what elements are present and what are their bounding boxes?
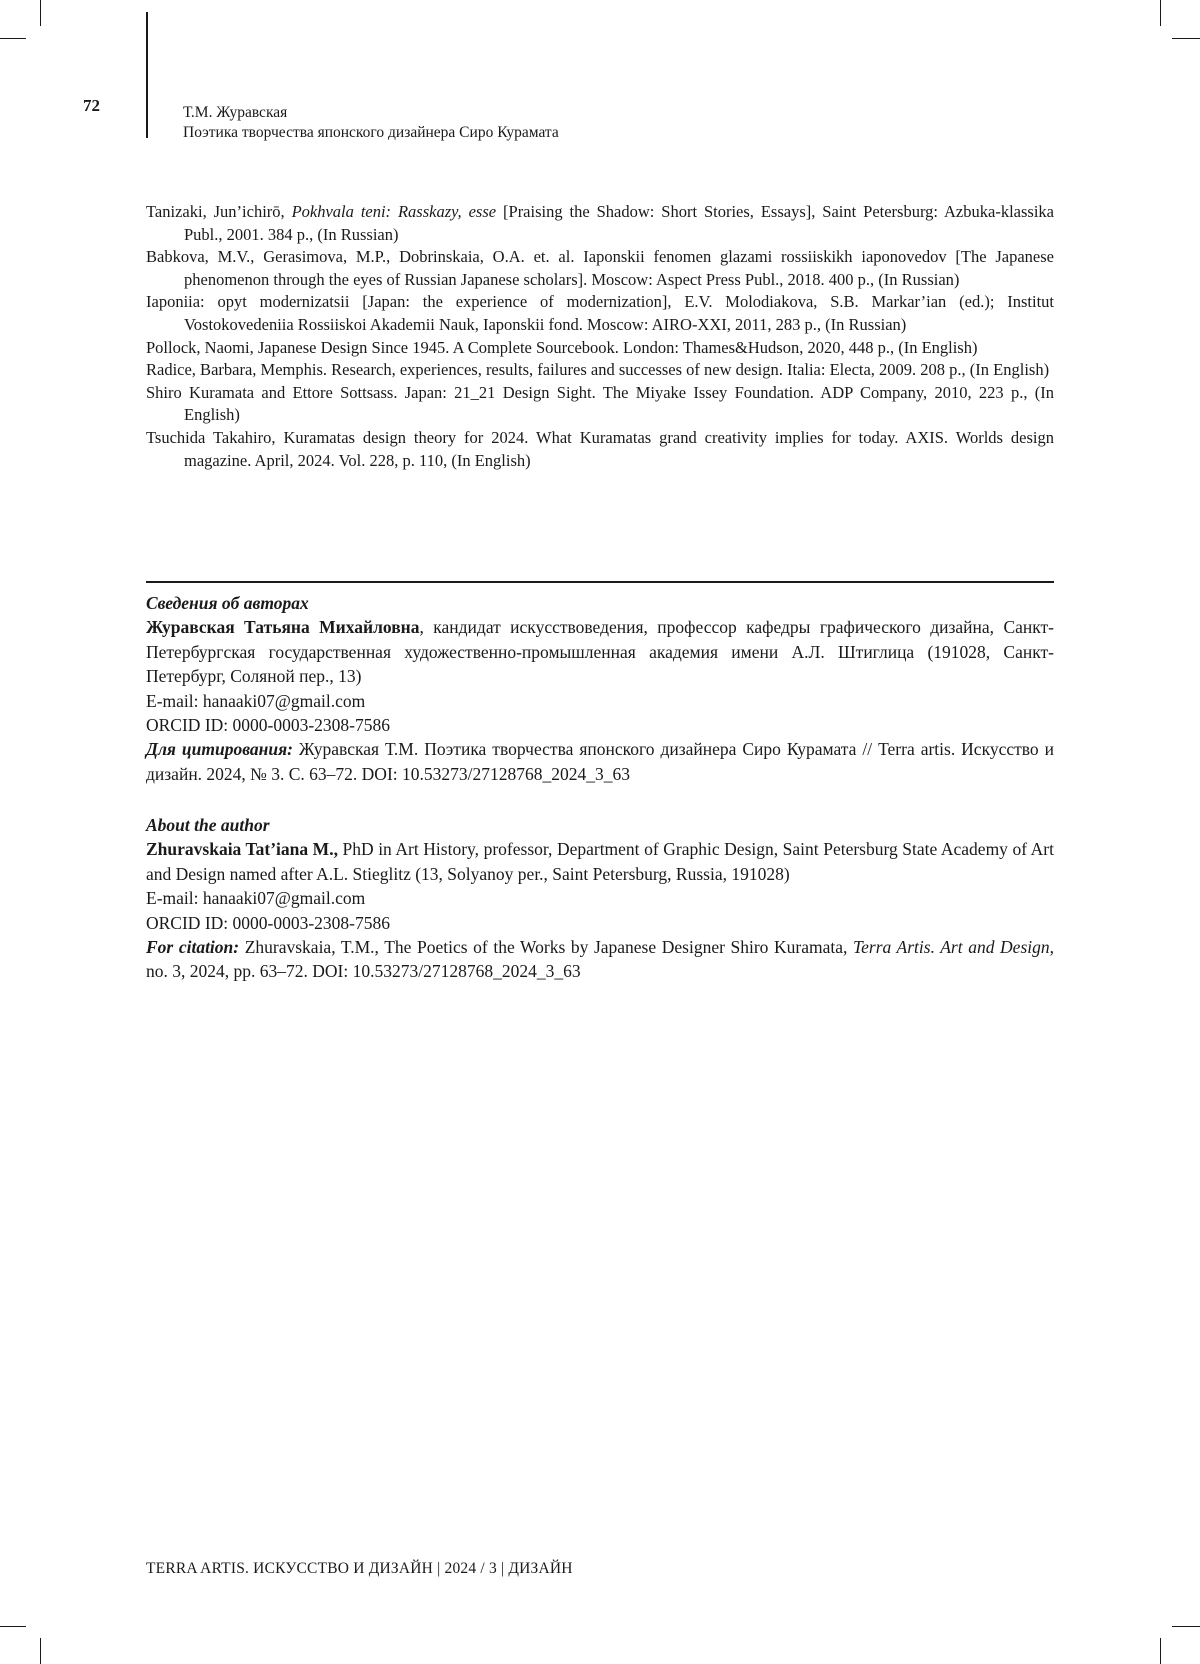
citation-en: For citation: Zhuravskaia, T.M., The Poetics of the Works by Japanese Designer Shiro Kuramata, Terra Artis. Art and Design, no. 3, 2024, pp. 63–72. DOI: 10.53273/27128768_2024_3_63 <box>146 937 1054 982</box>
header-vertical-rule <box>146 12 148 138</box>
author-info-ru <box>146 591 1054 786</box>
author-orcid-ru: ORCID ID: 0000-0003-2308-7586 <box>146 715 391 736</box>
reference-item: Pollock, Naomi, Japanese Design Since 1945. A Complete Sourcebook. London: Thames&Hudson, 2020, 448 p., (In English) <box>146 337 978 357</box>
crop-mark-top-right-v <box>1160 0 1161 26</box>
reference-item: Iaponiia: opyt modernizatsii [Japan: the experience of modernization], E.V. Molodiakova, S.B. Markar’ian (ed.); Institut Vostokovedeniia Rossiiskoi Akademii Nauk, Iaponskii fond. Moscow: AIRO-XXI, 2011, 283 p., (In Russian) <box>146 292 1054 334</box>
crop-mark-bottom-left-h <box>0 1626 26 1627</box>
section-divider <box>146 581 1054 583</box>
author-info-ru-bio: Журавская Татьяна Михайловна, кандидат искусствоведения, профессор кафедры графического дизайна, Санкт-Петербургская государственная художественно-промышленная академия имени А.Л. Штиглица (191028, Санкт-Петербург, Соляной пер., 13) <box>146 617 1054 687</box>
author-name-ru: Журавская Татьяна Михайловна <box>146 617 420 638</box>
author-orcid-en: ORCID ID: 0000-0003-2308-7586 <box>146 912 391 933</box>
citation-journal-en: Terra Artis. Art and Design <box>853 937 1050 958</box>
crop-mark-top-left-h <box>0 38 26 39</box>
author-info-en <box>146 813 1054 984</box>
running-head <box>183 103 559 143</box>
reference-list <box>146 201 1054 472</box>
reference-item: Radice, Barbara, Memphis. Research, experiences, results, failures and successes of new design. Italia: Electa, 2009. 208 p., (In English) <box>146 360 1050 380</box>
citation-label-en: For citation: <box>146 937 240 958</box>
citation-ru: Для цитирования: Журавская Т.М. Поэтика творчества японского дизайнера Сиро Курамата // Terra artis. Искусство и дизайн. 2024, № 3. С. 63–72. DOI: 10.53273/27128768_2024_3_63 <box>146 739 1054 784</box>
author-email-en: E-mail: hanaaki07@gmail.com <box>146 888 366 909</box>
citation-label-ru: Для цитирования: <box>146 739 293 760</box>
crop-mark-top-left-v <box>40 0 41 26</box>
journal-footer: TERRA ARTIS. ИСКУССТВО И ДИЗАЙН | 2024 / 3 | ДИЗАЙН <box>146 1560 573 1577</box>
reference-item: Babkova, M.V., Gerasimova, M.P., Dobrinskaia, O.A. et. al. Iaponskii fenomen glazami rossiiskikh iaponovedov [The Japanese phenomenon through the eyes of Russian Japanese scholars]. Moscow: Aspect Press Publ., 2018. 400 p., (In Russian) <box>146 247 1054 289</box>
running-head-title: Поэтика творчества японского дизайнера Сиро Курамата <box>183 124 559 141</box>
author-name-en: Zhuravskaia Tat’iana M., <box>146 839 338 860</box>
page-number: 72 <box>83 96 100 115</box>
reference-item: Tsuchida Takahiro, Kuramatas design theory for 2024. What Kuramatas grand creativity implies for today. AXIS. Worlds design magazine. April, 2024. Vol. 228, p. 110, (In English) <box>146 427 1054 470</box>
reference-item: Tanizaki, Jun’ichirō, Pokhvala teni: Rasskazy, esse [Praising the Shadow: Short Stories, Essays], Saint Petersburg: Azbuka-klassika Publ., 2001. 384 p., (In Russian) <box>146 202 1054 244</box>
author-info-en-bio: Zhuravskaia Tat’iana M., PhD in Art History, professor, Department of Graphic Design, Saint Petersburg State Academy of Art and Design named after A.L. Stieglitz (13, Solyanoy per., Saint Petersburg, Russia, 191028) <box>146 839 1054 884</box>
running-head-author: Т.М. Журавская <box>183 104 288 121</box>
crop-mark-bottom-left-v <box>40 1638 41 1664</box>
reference-item: Shiro Kuramata and Ettore Sottsass. Japan: 21_21 Design Sight. The Miyake Issey Foundation. ADP Company, 2010, 223 p., (In English) <box>146 382 1054 425</box>
author-info-ru-heading: Сведения об авторах <box>146 593 309 613</box>
author-email-ru: E-mail: hanaaki07@gmail.com <box>146 690 366 711</box>
crop-mark-top-right-h <box>1172 38 1200 39</box>
author-info-en-heading: About the author <box>146 815 270 835</box>
crop-mark-bottom-right-v <box>1160 1638 1161 1664</box>
crop-mark-bottom-right-h <box>1172 1626 1200 1627</box>
